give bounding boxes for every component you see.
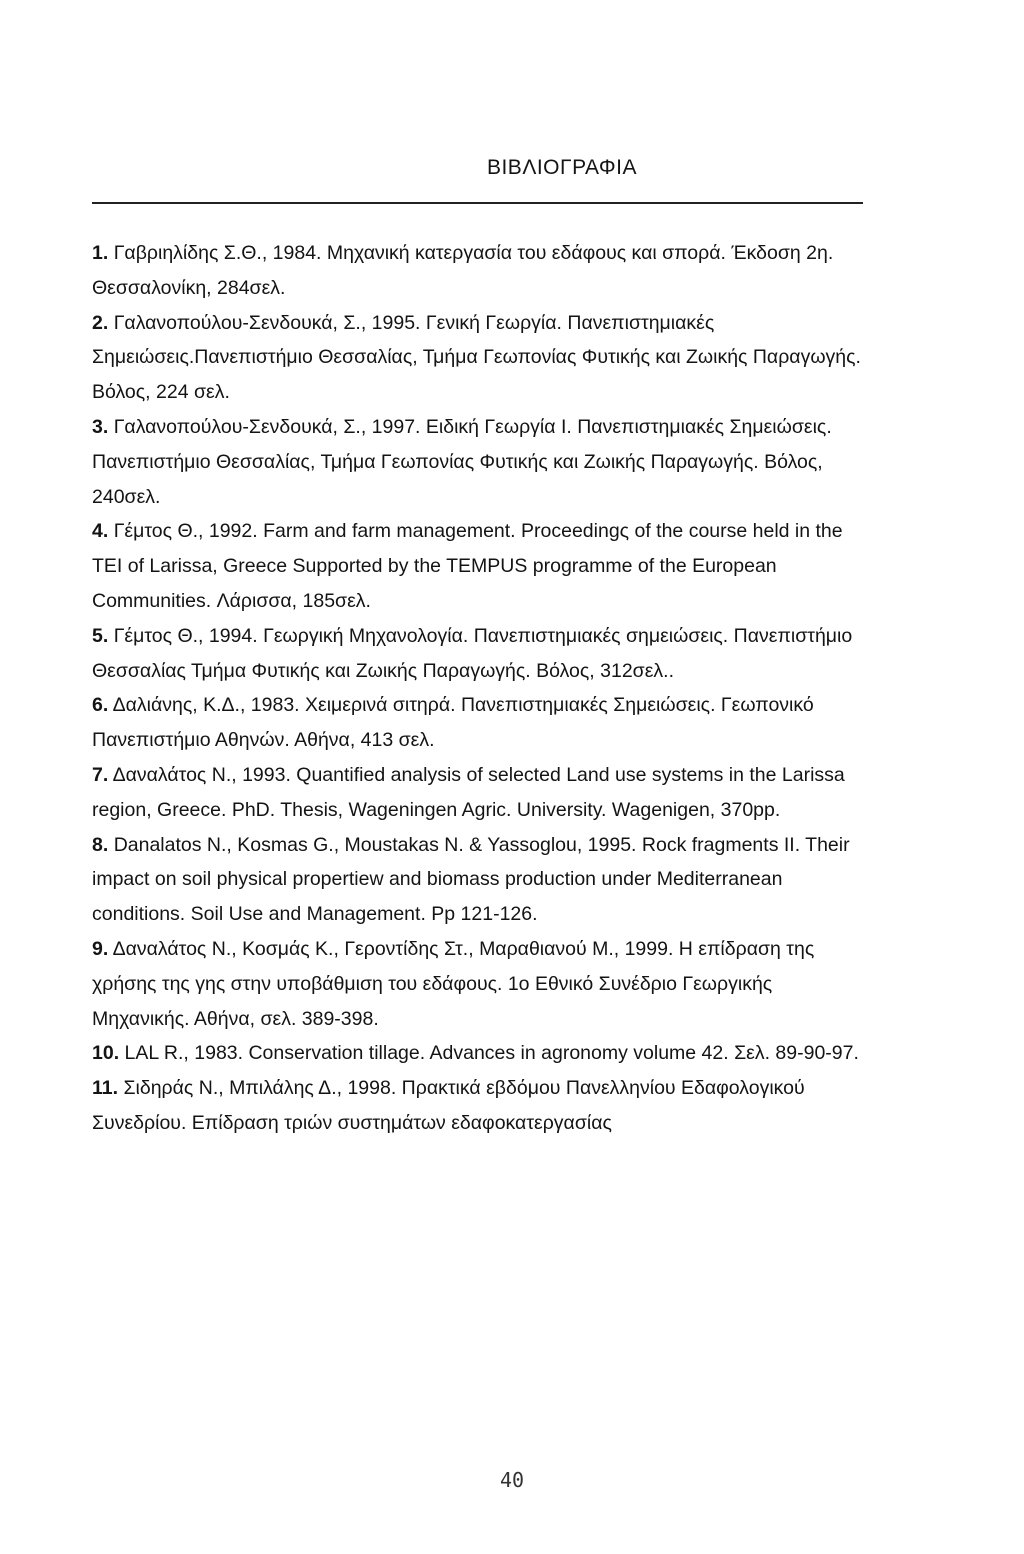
reference-list xyxy=(92,236,862,1141)
reference-text: Γέμτος Θ., 1992. Farm and farm management. Proceedingς of the course held in the TEI of Larissa, Greece Supported by the TEMPUS programme of the European Communities. Λάρισσα, 185σελ. xyxy=(92,520,843,612)
reference-item xyxy=(92,410,862,514)
reference-number: 8. xyxy=(92,833,109,856)
page-title: ΒΙΒΛΙΟΓΡΑΦΙΑ xyxy=(486,156,638,179)
page-number: 40 xyxy=(499,1468,525,1492)
reference-text: Γαβριηλίδης Σ.Θ., 1984. Μηχανική κατεργασία του εδάφους και σπορά. Έκδοση 2η. Θεσσαλονίκη, 284σελ. xyxy=(92,242,834,299)
reference-item xyxy=(92,619,862,689)
reference-text: Δαναλάτος Ν., 1993. Quantified analysis of selected Land use systems in the Larissa region, Greece. PhD. Thesis, Wageningen Agric. University. Wagenigen, 370pp. xyxy=(92,763,845,821)
reference-number: 4. xyxy=(92,520,109,543)
reference-number: 7. xyxy=(92,763,109,786)
reference-item xyxy=(92,932,862,1036)
reference-item xyxy=(92,688,862,758)
reference-number: 10. xyxy=(92,1042,120,1065)
reference-number: 11. xyxy=(92,1077,119,1100)
reference-text: Δαλιάνης, Κ.Δ., 1983. Χειμερινά σιτηρά. Πανεπιστημιακές Σημειώσεις. Γεωπονικό Πανεπιστήμιο Αθηνών. Αθήνα, 413 σελ. xyxy=(92,694,814,752)
reference-text: Σιδηράς Ν., Μπιλάλης Δ., 1998. Πρακτικά εβδόμου Πανελληνίου Εδαφολογικού Συνεδρίου. Επίδραση τριών συστημάτων εδαφοκατεργασίας xyxy=(92,1077,805,1134)
title-divider xyxy=(92,202,863,204)
reference-item xyxy=(92,1036,862,1071)
reference-text: Γαλανοπούλου-Σενδουκά, Σ., 1995. Γενική Γεωργία. Πανεπιστημιακές Σημειώσεις.Πανεπιστήμιο Θεσσαλίας, Τμήμα Γεωπονίας Φυτικής και Ζωικής Παραγωγής. Βόλος, 224 σελ. xyxy=(92,311,861,404)
reference-text: Δαναλάτος Ν., Κοσμάς Κ., Γεροντίδης Στ., Μαραθιανού Μ., 1999. Η επίδραση της χρήσης της γης στην υποβάθμιση του εδάφους. 1ο Εθνικό Συνέδριο Γεωργικής Μηχανικής. Αθήνα, σελ. 389-398. xyxy=(92,937,815,1030)
reference-text: Γέμτος Θ., 1994. Γεωργική Μηχανολογία. Πανεπιστημιακές σημειώσεις. Πανεπιστήμιο Θεσσαλίας Τμήμα Φυτικής και Ζωικής Παραγωγής. Βόλος, 312σελ.. xyxy=(92,624,853,682)
reference-number: 2. xyxy=(92,311,109,334)
reference-item xyxy=(92,236,862,306)
reference-text: Γαλανοπούλου-Σενδουκά, Σ., 1997. Ειδική Γεωργία Ι. Πανεπιστημιακές Σημειώσεις. Πανεπιστήμιο Θεσσαλίας, Τμήμα Γεωπονίας Φυτικής και Ζωικής Παραγωγής. Βόλος, 240σελ. xyxy=(92,415,832,508)
reference-number: 1. xyxy=(92,242,109,264)
reference-item xyxy=(92,306,862,410)
reference-number: 9. xyxy=(92,937,109,960)
reference-text: Danalatos N., Kosmas G., Moustakas N. & Yassoglou, 1995. Rock fragments II. Their impact on soil physical propertiew and biomass production under Mediterranean conditions. Soil Use and Management. Pp 121-126. xyxy=(92,833,850,926)
reference-number: 3. xyxy=(92,415,109,438)
reference-number: 5. xyxy=(92,624,109,647)
reference-item xyxy=(92,758,862,828)
reference-number: 6. xyxy=(92,694,109,717)
reference-item xyxy=(92,828,862,932)
reference-item xyxy=(92,1071,862,1141)
reference-item xyxy=(92,514,862,618)
reference-text: LAL R., 1983. Conservation tillage. Advances in agronomy volume 42. Σελ. 89-90-97. xyxy=(124,1042,859,1065)
